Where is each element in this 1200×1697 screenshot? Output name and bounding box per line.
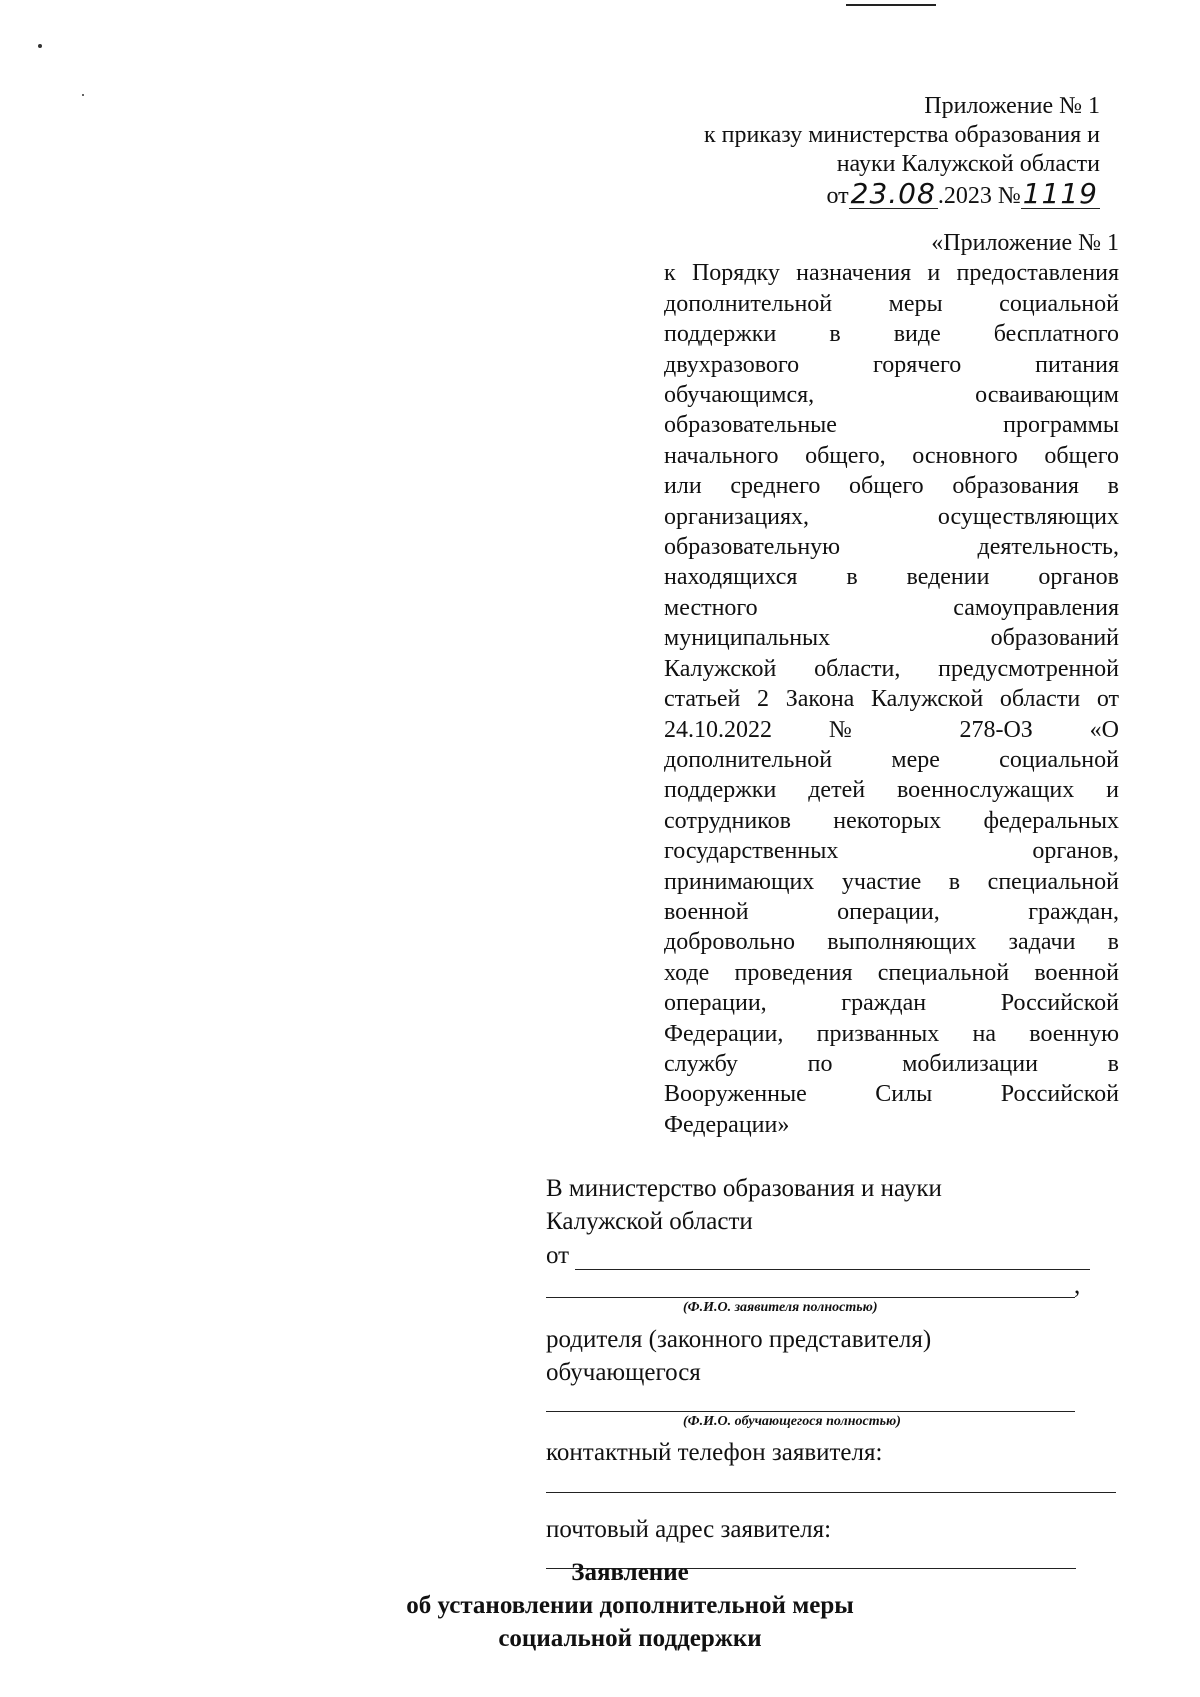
scan-speck <box>38 44 42 48</box>
document-title-line2: об установлении дополнительной меры <box>406 1592 854 1619</box>
appendix-line: двухразового горячего питания <box>664 351 1119 378</box>
phone-field-line[interactable] <box>546 1492 1116 1493</box>
appendix-line: или среднего общего образования в <box>664 473 1119 500</box>
document-title-line1: Заявление <box>571 1559 689 1586</box>
order-date-prefix: от <box>826 183 849 209</box>
order-date-handwritten: 23.08 <box>850 177 936 210</box>
appendix-line: Федерации, призванных на военную <box>664 1020 1119 1047</box>
appendix-line: операции, граждан Российской <box>664 990 1119 1017</box>
applicant-name-comma: , <box>1074 1272 1081 1299</box>
appendix-reference <box>664 228 1119 1140</box>
hint-applicant-name: (Ф.И.О. заявителя полностью) <box>683 1300 878 1315</box>
appendix-line: поддержки в виде бесплатного <box>664 321 1119 348</box>
order-number-handwritten: 1119 <box>1022 177 1098 210</box>
order-date-year: .2023 № <box>937 183 1021 209</box>
parent-label-line2: обучающегося <box>546 1359 701 1386</box>
postal-label: почтовый адрес заявителя: <box>546 1516 832 1543</box>
appendix-line: Калужской области, предусмотренной <box>664 655 1119 682</box>
appendix-line: поддержки детей военнослужащих и <box>664 777 1119 804</box>
appendix-line: военной операции, граждан, <box>664 898 1119 925</box>
appendix-line: муниципальных образований <box>664 625 1119 652</box>
appendix-line: статьей 2 Закона Калужской области от <box>664 686 1119 713</box>
appendix-line: принимающих участие в специальной <box>664 868 1119 895</box>
addressee-line2: Калужской области <box>546 1208 753 1235</box>
appendix-line: начального общего, основного общего <box>664 442 1119 469</box>
appendix-last-line: Федерации» <box>664 1111 790 1138</box>
appendix-line: обучающимся, осваивающим <box>664 382 1119 409</box>
appendix-line: сотрудников некоторых федеральных <box>664 807 1119 834</box>
order-header-line1: Приложение № 1 <box>924 93 1100 119</box>
appendix-text <box>664 258 1119 1109</box>
appendix-line: образовательные программы <box>664 412 1119 439</box>
appendix-line: образовательную деятельность, <box>664 534 1119 561</box>
from-field-line[interactable] <box>575 1269 1090 1270</box>
scan-speck <box>82 94 84 96</box>
appendix-line: дополнительной мере социальной <box>664 746 1119 773</box>
appendix-line: государственных органов, <box>664 838 1119 865</box>
appendix-line: добровольно выполняющих задачи в <box>664 929 1119 956</box>
appendix-line: ходе проведения специальной военной <box>664 959 1119 986</box>
appendix-title: «Приложение № 1 <box>931 230 1119 256</box>
order-header-line2: к приказу министерства образования и <box>703 122 1100 148</box>
from-label: от <box>546 1242 570 1269</box>
order-date-line <box>704 179 1100 211</box>
appendix-line: 24.10.2022 № 278-ОЗ «О <box>664 716 1119 743</box>
appendix-line: находящихся в ведении органов <box>664 564 1119 591</box>
applicant-name-line[interactable] <box>546 1297 1075 1298</box>
document-title <box>380 1556 880 1655</box>
appendix-line: Вооруженные Силы Российской <box>664 1081 1119 1108</box>
document-title-line3: социальной поддержки <box>498 1625 762 1652</box>
phone-label: контактный телефон заявителя: <box>546 1439 883 1466</box>
hint-student-name: (Ф.И.О. обучающегося полностью) <box>683 1414 901 1429</box>
appendix-line: дополнительной меры социальной <box>664 290 1119 317</box>
order-header <box>704 92 1100 211</box>
addressee-line1: В министерство образования и науки <box>546 1175 942 1202</box>
appendix-line: организациях, осуществляющих <box>664 503 1119 530</box>
parent-label-line1: родителя (законного представителя) <box>546 1326 932 1353</box>
appendix-line: службу по мобилизации в <box>664 1050 1119 1077</box>
order-header-line3: науки Калужской области <box>836 151 1100 177</box>
student-name-line[interactable] <box>546 1411 1075 1412</box>
appendix-line: к Порядку назначения и предоставления <box>664 260 1119 287</box>
appendix-line: местного самоуправления <box>664 594 1119 621</box>
top-rule <box>846 4 936 6</box>
